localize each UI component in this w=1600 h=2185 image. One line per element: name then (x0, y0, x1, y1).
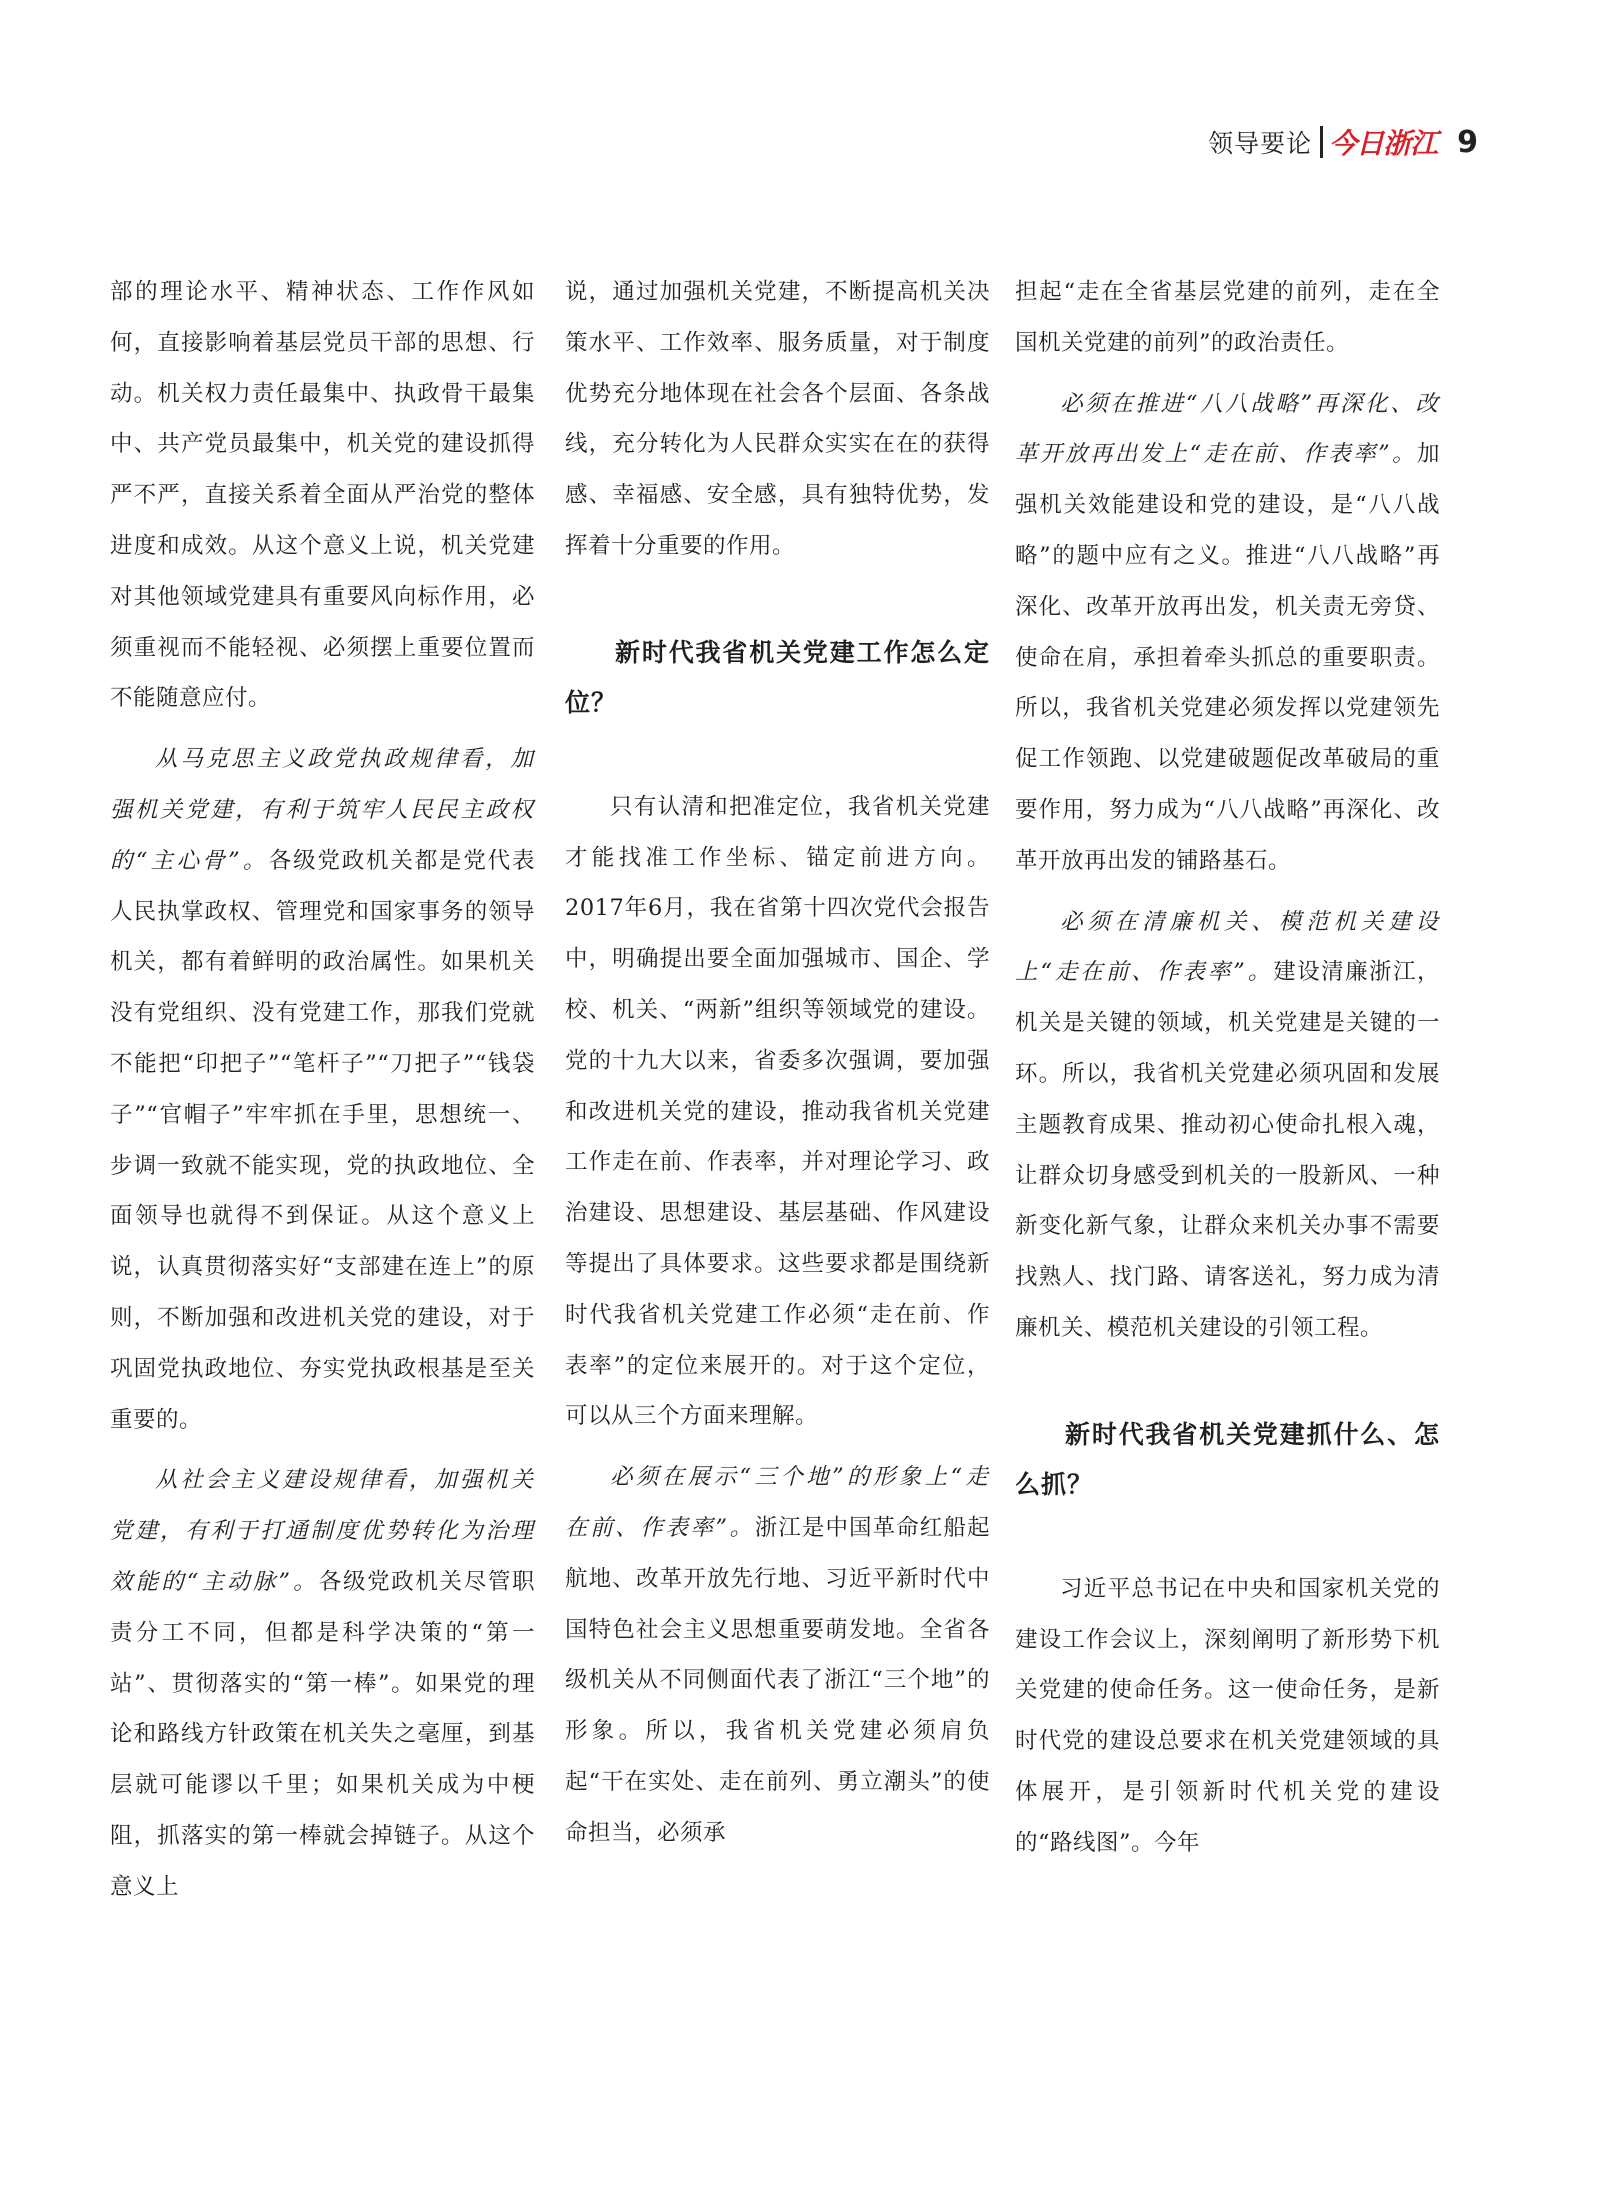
section-heading: 新时代我省机关党建抓什么、怎么抓？ (1015, 1419, 1440, 1499)
paragraph-body: 浙江是中国革命红船起航地、改革开放先行地、习近平新时代中国特色社会主义思想重要萌发地。全省各级机关从不同侧面代表了浙江“三个地”的形象。所以，我省机关党建必须肩负起“干在实处、走在前列、勇立潮头”的使命担当，必须承 (565, 1514, 990, 1846)
paragraph (565, 1452, 990, 1858)
paragraph-body: 各级党政机关尽管职责分工不同，但都是科学决策的“第一站”、贯彻落实的“第一棒”。如果党的理论和路线方针政策在机关失之毫厘，到基层就可能谬以千里；如果机关成为中梗阻，抓落实的第一棒就会掉链子。从这个意义上 (110, 1568, 535, 1900)
paragraph-body: 建设清廉浙江，机关是关键的领域，机关党建是关键的一环。所以，我省机关党建必须巩固和发展主题教育成果、推动初心使命扎根入魂，让群众切身感受到机关的一股新风、一种新变化新气象，让群众来机关办事不需要找熟人、找门路、请客送礼，努力成为清廉机关、模范机关建设的引领工程。 (1015, 959, 1440, 1341)
lead-sentence: 从马克思主义政党执政规律看，加强机关党建，有利于筑牢人民民主政权的“主心骨”。 (110, 746, 535, 874)
lead-sentence: 必须在展示“三个地”的形象上“走在前、作表率”。 (565, 1464, 990, 1541)
paragraph: 只有认清和把准定位，我省机关党建才能找准工作坐标、锚定前进方向。2017年6月，我在省第十四次党代会报告中，明确提出要全面加强城市、国企、学校、机关、“两新”组织等领域党的建设。党的十九大以来，省委多次强调，要加强和改进机关党的建设，推动我省机关党建工作走在前、作表率，并对理论学习、政治建设、思想建设、基层基础、作风建设等提出了具体要求。这些要求都是围绕新时代我省机关党建工作必须“走在前、作表率”的定位来展开的。对于这个定位，可以从三个方面来理解。 (565, 793, 990, 1430)
paragraph: 习近平总书记在中央和国家机关党的建设工作会议上，深刻阐明了新形势下机关党建的使命任务。这一使命任务，是新时代党的建设总要求在机关党建领域的具体展开，是引领新时代机关党的建设的“路线图”。今年 (1015, 1575, 1440, 1856)
page-number: 9 (1457, 124, 1478, 160)
paragraph: 说，通过加强机关党建，不断提高机关决策水平、工作效率、服务质量，对于制度优势充分地体现在社会各个层面、各条战线，充分转化为人民群众实实在在的获得感、幸福感、安全感，具有独特优势，发挥着十分重要的作用。 (565, 279, 990, 559)
column-1 (110, 267, 535, 1923)
lead-sentence: 从社会主义建设规律看，加强机关党建，有利于打通制度优势转化为治理效能的“主动脉”。 (110, 1467, 535, 1595)
lead-sentence: 必须在推进“八八战略”再深化、改革开放再出发上“走在前、作表率”。 (1015, 390, 1440, 468)
paragraph: 担起“走在全省基层党建的前列，走在全国机关党建的前列”的政治责任。 (1015, 279, 1440, 356)
paragraph: 部的理论水平、精神状态、工作作风如何，直接影响着基层党员干部的思想、行动。机关权力责任最集中、执政骨干最集中、共产党员最集中，机关党的建设抓得严不严，直接关系着全面从严治党的整体进度和成效。从这个意义上说，机关党建对其他领域党建具有重要风向标作用，必须重视而不能轻视、必须摆上重要位置而不能随意应付。 (110, 279, 535, 712)
header-divider (1320, 126, 1323, 158)
lead-sentence: 必须在清廉机关、模范机关建设上“走在前、作表率”。 (1015, 908, 1440, 986)
page-header (1208, 122, 1478, 162)
paragraph (1015, 897, 1440, 1354)
magazine-logo: 今日浙江 (1329, 127, 1438, 160)
paragraph-body: 加强机关效能建设和党的建设，是“八八战略”的题中应有之义。推进“八八战略”再深化、改革开放再出发，机关责无旁贷、使命在肩，承担着牵头抓总的重要职责。所以，我省机关党建必须发挥以党建领先促工作领跑、以党建破题促改革破局的重要作用，努力成为“八八战略”再深化、改革开放再出发的铺路基石。 (1015, 441, 1440, 874)
column-3 (1015, 267, 1440, 1879)
paragraph-body: 各级党政机关都是党代表人民执掌政权、管理党和国家事务的领导机关，都有着鲜明的政治属性。如果机关没有党组织、没有党建工作，那我们党就不能把“印把子”“笔杆子”“刀把子”“钱袋子”“官帽子”牢牢抓在手里，思想统一、步调一致就不能实现，党的执政地位、全面领导也就得不到保证。从这个意义上说，认真贯彻落实好“支部建在连上”的原则，不断加强和改进机关党的建设，对于巩固党执政地位、夯实党执政根基是至关重要的。 (110, 847, 535, 1433)
paragraph (1015, 379, 1440, 887)
paragraph (110, 734, 535, 1445)
section-name: 领导要论 (1208, 129, 1313, 158)
column-2 (565, 267, 990, 1869)
section-heading: 新时代我省机关党建工作怎么定位？ (565, 637, 990, 717)
paragraph (110, 1455, 535, 1912)
